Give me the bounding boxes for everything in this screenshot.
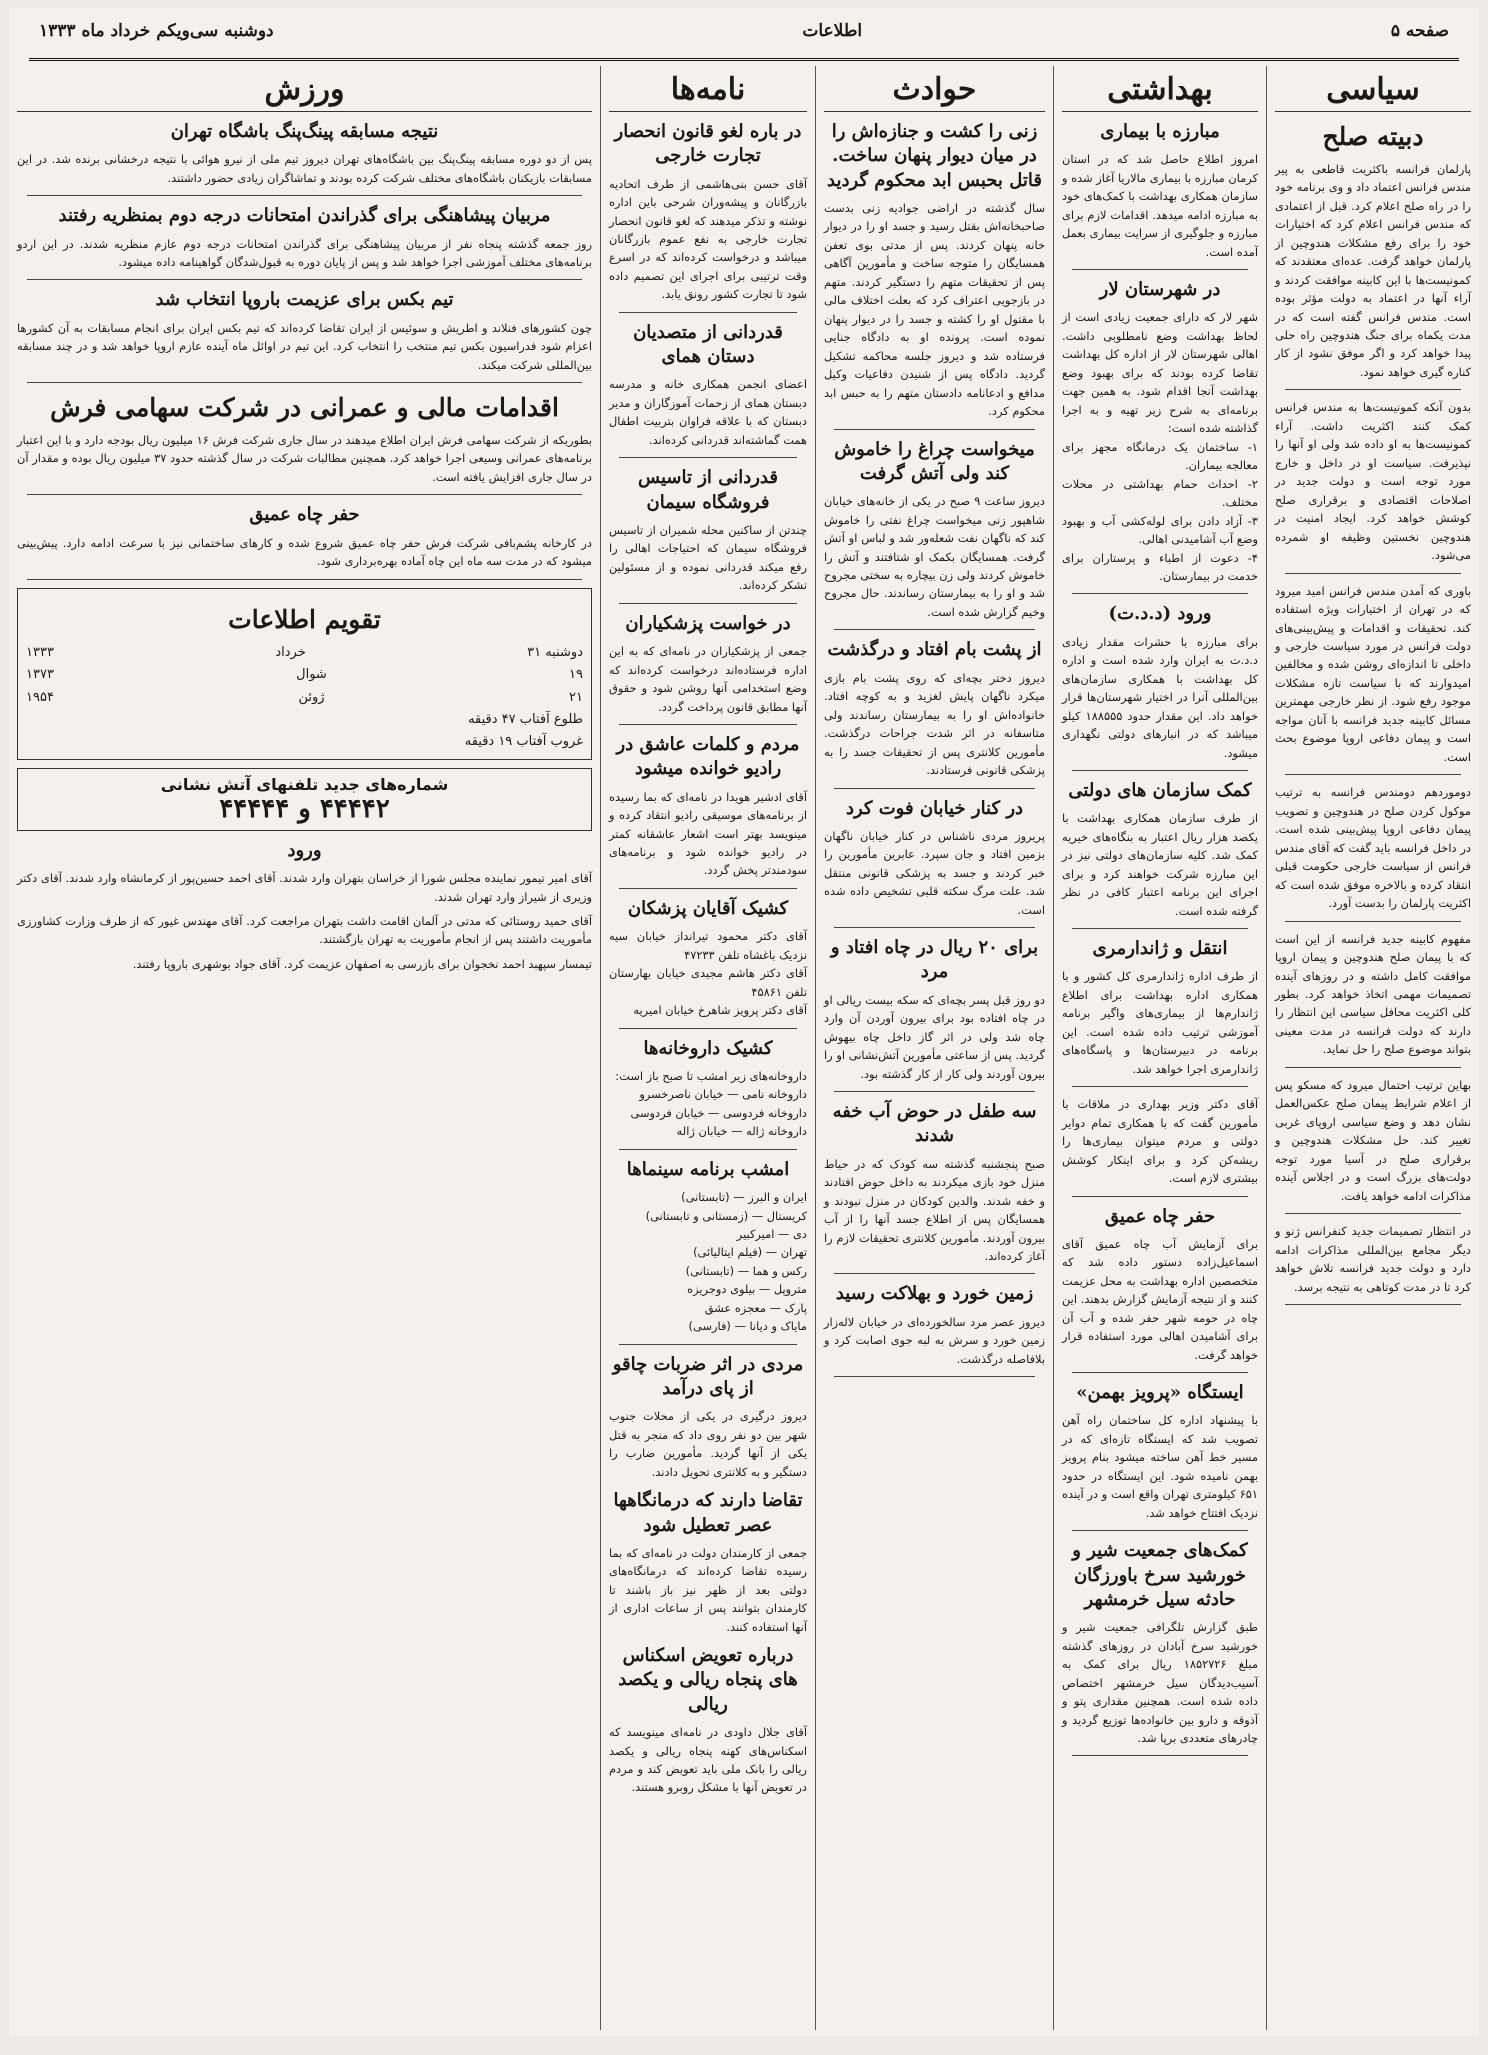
article-headline: مبارزه با بیماری (1100, 121, 1220, 142)
article-body: باوری که آمدن مندس فرانس امید میرود که در تهران از اختیارات ویژه استفاده کند. تحقیقات و اقدامات و پیش‌بینی‌های دولت فرانس در مورد سیاست خارجی و داخلی تا اندازه‌ای روشن شده و مخالفین امیدوارند که با سیاست تازه مشکلات موجود رفع شود. از نظر خارجی مهمترین مسائل کابینه جدید فرانسه با آنان مواجه است و پیمان دفاعی اروپا موضوع بحث است. (1275, 583, 1471, 764)
calendar-day: ۱۹ (569, 667, 583, 683)
article-separator (1072, 1372, 1248, 1373)
article-body: روز جمعه گذشته پنجاه نفر از مربیان پیشاهنگی برای گذراندن امتحانات درجه دوم عازم منظریه شدند. در این اردو برنامه‌های مختلف آموزشی اجرا خواهد شد و پس از پایان دوره به قبول‌شدگان گواهینامه داده میشود. (17, 236, 592, 269)
article-separator (1285, 573, 1461, 574)
newspaper-page (9, 8, 1479, 2036)
page-number: صفحه ۵ (1390, 21, 1449, 41)
article-separator (1072, 269, 1248, 270)
article-body: تیمسار سپهبد احمد نخجوان برای بازرسی به اصفهان عزیمت کرد. آقای جواد بوشهری باروپا رفتند. (132, 956, 592, 971)
article-body: دیروز درگیری در یکی از محلات جنوب شهر بین دو نفر روی داد که منجر به قتل یکی از آنها گردید. مأمورین ضارب را دستگیر و به کلانتری تحویل دادند. (609, 1409, 807, 1479)
article-body: بهاین ترتیب احتمال میرود که مسکو پس از اعلام شرایط پیمان صلح عکس‌العمل نشان دهد و وضع سیاسی اروپای غربی تغییر کند. حل مشکلات هندوچین و برقراری صلح در آسیا مورد توجه دولت‌های بزرگ است و در اجلاس آینده مذاکرات ادامه خواهد یافت. (1275, 1077, 1471, 1203)
article-separator (1072, 593, 1248, 594)
article-separator (834, 629, 1035, 630)
article-body: آقای حمید روستائی که مدتی در آلمان اقامت داشت بتهران مراجعت کرد. آقای مهندس غیور که از طرف وزارت کشاورزی مأموریت داشتند پس از انجام مأموریت به تهران بازگشتند. (17, 914, 592, 947)
article-body: امروز اطلاع حاصل شد که در استان کرمان مبارزه با بیماری مالاریا آغاز شده و سازمان همکاری بهداشت با کمک‌های خود به مبارزه ادامه میدهد. اقدامات لازم برای مبارزه و جلوگیری از سرایت بیماری بعمل آمده است. (1062, 152, 1258, 259)
article-body: دیروز عصر مرد سالخورده‌ای در خیابان لاله‌زار زمین خورد و سرش به لبه جوی اصابت کرد و بلافاصله درگذشت. (824, 1314, 1045, 1366)
date-line: دوشنبه سی‌ویکم خرداد ماه ۱۳۳۳ (39, 21, 274, 41)
article-separator (1285, 774, 1461, 775)
calendar-year: ۱۹۵۴ (26, 689, 54, 705)
article-headline: در خواست پزشکیاران (625, 612, 791, 634)
calendar-sunset: غروب آفتاب ۱۹ دقیقه (464, 733, 583, 749)
section-title: بهداشتی (1062, 72, 1258, 112)
article-body: ایران و البرز — (تابستانی) کریستال — (زمستانی و تابستانی) دی — امیرکبیر تهران — (فیلم ایتالیائی) رکس و هما — (تابستانی) متروپل — بیلوی دوجریزه پارک — معجزه عشق مایاک و دیانا — (فارسی) (645, 1190, 807, 1334)
article-body: دیروز دختر بچه‌ای که روی پشت بام بازی میکرد ناگهان پایش لغزید و به کوچه افتاد. خانواده‌اش او را به بیمارستان رساندند ولی متاسفانه در اثر شدت جراحات درگذشت. مأمورین کلانتری پس از تحقیقات جسد را به پزشکی قانونی فرستادند. (824, 670, 1045, 778)
article-body: چون کشورهای فنلاند و اطریش و سوئیس از ایران تقاضا کرده‌اند که تیم بکس ایران برای انجام مسابقات به آن کشورها اعزام شود فدراسیون بکس تیم منتخب را انتخاب کرد. این تیم در اوائل ماه آینده عازم اروپا خواهد شد و در چند مسابقه بین‌المللی شرکت میکند. (17, 320, 592, 372)
article-separator (1072, 770, 1248, 771)
column-letters (600, 66, 815, 2030)
article-headline: میخواست چراغ را خاموش کند ولی آتش گرفت (834, 438, 1035, 484)
masthead (9, 8, 1479, 54)
article-headline: مردی در اثر ضربات چاقو از پای درآمد (612, 1353, 804, 1400)
article-body: پس از دو دوره مسابقه پینگ‌پنگ بین باشگاه‌های تهران دیروز تیم ملی از نیرو هوائی با نتیجه درخشانی برنده شد. در این مسابقات بازیکنان باشگاه‌های مختلف شرکت کرده بودند و تماشاگران زیادی حضور داشتند. (17, 152, 592, 185)
article-body: صبح پنجشنبه گذشته سه کودک که در حیاط منزل خود بازی میکردند به داخل حوض افتادند و خفه شدند. والدین کودکان در منزل نبودند و همسایگان پس از اطلاع جسد آنها را از آب بیرون آوردند. مأمورین کلانتری تحقیقات لازم را آغاز کرده‌اند. (824, 1156, 1045, 1264)
section-title: حوادث (824, 72, 1045, 112)
article-separator (1285, 1304, 1461, 1305)
calendar-month: شوال (296, 667, 327, 683)
article-body: آقای جلال داودی در نامه‌ای مینویسد که اسکناس‌های کهنه پنجاه ریالی و یکصد ریالی را بانک ملی باید تعویض کند و مردم در تعویض آنها با مشکل روبرو هستند. (609, 1725, 807, 1795)
article-headline: درباره تعویض اسکناس های پنجاه ریالی و یکصد ریالی (618, 1645, 798, 1715)
article-headline: سه طفل در حوض آب خفه شدند (832, 1101, 1037, 1147)
article-body: آقای دکتر محمود تیرانداز خیابان سیه نزدیک باغشاه تلفن ۴۷۲۳۳ آقای دکتر هاشم مجیدی خیابان بهارستان تلفن ۴۵۸۶۱ آقای دکتر پرویز شاهرخ خیابان امیریه (609, 929, 807, 1018)
article-body: پریروز مردی ناشناس در کنار خیابان ناگهان بزمین افتاد و جان سپرد. عابرین مأمورین را خبر کردند و جسد به پزشکی قانونی منتقل شد. علت مرگ سکته قلبی تشخیص داده شده است. (824, 828, 1045, 917)
article-separator (834, 1273, 1035, 1274)
article-headline: در شهرستان لار (1099, 279, 1221, 301)
column-incidents (815, 66, 1053, 2030)
article-separator (619, 457, 797, 458)
article-body: دو روز قبل پسر بچه‌ای که سکه بیست ریالی او در چاه افتاده بود برای بیرون آوردن آن وارد چاه شد ولی در اثر گاز داخل چاه بیهوش گردید. پس از ساعتی مأمورین آتش‌نشانی او را بیرون آوردند ولی کار از کار گذشته بود. (824, 992, 1045, 1081)
article-separator (619, 603, 797, 604)
article-separator (1072, 1530, 1248, 1531)
article-separator (834, 1091, 1035, 1092)
article-headline: دبیته صلح (1322, 122, 1424, 151)
article-body: آقای ادشیر هویدا در نامه‌ای که بما رسیده از برنامه‌های موسیقی رادیو انتقاد کرده و مینویسد بهتر است اشعار عاشقانه کمتر در رادیو خوانده شود و برنامه‌های سودمندتر پخش گردد. (609, 789, 807, 878)
article-separator (1285, 1067, 1461, 1068)
article-separator (1285, 1213, 1461, 1214)
article-separator (1285, 921, 1461, 922)
article-separator (619, 888, 797, 889)
article-headline: نتیجه مسابقه پینگ‌پنگ باشگاه تهران (170, 121, 439, 142)
article-body: برای آزمایش آب چاه عمیق آقای اسماعیل‌زاده دستور داده شد که متخصصین اداره بهداشت به محل عزیمت کنند و از نتیجه آزمایش گزارش بدهند. این چاه در حومه شهر حفر شده و آب آن برای آشامیدن اهالی مورد استفاده قرار خواهد گرفت. (1062, 1236, 1258, 1362)
article-headline: ورود (د.د.ت) (1108, 603, 1212, 625)
article-separator (27, 382, 582, 383)
article-body: داروخانه‌های زیر امشب تا صبح باز است: داروخانه نامی — خیابان ناصرخسرو داروخانه فردوسی — خیابان فردوسی داروخانه ژاله — خیابان ژاله (615, 1068, 807, 1139)
section-title: ورزش (17, 72, 592, 112)
article-body: در کارخانه پشم‌بافی شرکت فرش حفر چاه عمیق شروع شده و کارهای ساختمانی نیز با سرعت ادامه دارد. پیش‌بینی میشود که در مدت سه ماه این چاه آماده بهره‌برداری شود. (17, 535, 592, 569)
article-headline: کشیک داروخانه‌ها (643, 1037, 773, 1059)
calendar-row (26, 687, 583, 709)
calendar-sunrise: طلوع آفتاب ۴۷ دقیقه (468, 711, 583, 727)
article-headline: قدردانی از تاسیس فروشگاه سیمان (638, 467, 778, 513)
article-body: جمعی از کارمندان دولت در نامه‌ای که بما رسیده تقاضا کرده‌اند که درمانگاه‌های دولتی بعد از ظهر نیز باز باشند تا کارمندان بتوانند پس از ساعات اداری از آنها استفاده کنند. (609, 1545, 807, 1634)
article-headline: مردم و کلمات عاشق در رادیو خوانده میشود (616, 733, 800, 780)
article-body: دیروز ساعت ۹ صبح در یکی از خانه‌های خیابان شاهپور زنی میخواست چراغ نفتی را خاموش کند که ناگهان نفت شعله‌ور شد و لباس او آتش گرفت. همسایگان بکمک او شتافتند و آتش را خاموش کردند ولی زن بیچاره به سختی مجروح شد و او را به بیمارستان رساندند. حال مجروح وخیم گزارش شده است. (824, 494, 1045, 619)
calendar-title: تقویم اطلاعات (228, 604, 381, 634)
calendar-month: خرداد (275, 645, 306, 661)
fire-phones-label: شماره‌های جدید تلفنهای آتش نشانی (160, 774, 449, 794)
article-separator (1072, 1196, 1248, 1197)
article-headline: قدردانی از متصدیان دستان همای (633, 321, 783, 368)
article-separator (1285, 389, 1461, 390)
fire-phones-numbers: ۴۴۴۴۲ و ۴۴۴۴۴ (219, 793, 390, 824)
article-body: دوموردهم دومندس فرانسه به ترتیب موکول کردن صلح در هندوچین و تصویب پیمان دفاعی اروپا پیش‌بینی شده است. در داخل فرانسه باید گفت که آقای مندس فرانس از سیاست خارجی حکومت قبلی انتقاد کرده و بالاخره موفق شده است که اکثریت پارلمان را بدست آورد. (1275, 785, 1471, 911)
article-body: از طرف اداره ژاندارمری کل کشور و با همکاری اداره بهداشت برای اطلاع ژاندارم‌ها از بیماری‌های واگیر برنامه آموزشی ترتیب داده شده است. این برنامه در دبیرستان‌ها و پاسگاه‌های ژاندارمری اجرا خواهد شد. (1062, 969, 1258, 1076)
article-body: برای مبارزه با حشرات مقدار زیادی د.د.ت به ایران وارد شده است و اداره کل بهداشت با همکاری سازمان‌های بین‌المللی آنرا در اختیار شهرستان‌ها قرار خواهد داد. این مقدار حدود ۱۸۸۵۵۵ کیلو میباشد که در انبارهای دولتی نگهداری میشود. (1062, 634, 1258, 760)
article-headline: تیم بکس برای عزیمت باروپا انتخاب شد (155, 289, 454, 311)
fire-phones-box (17, 768, 592, 831)
calendar-row (26, 664, 583, 686)
article-separator (619, 1344, 797, 1345)
article-body: بدون آنکه کمونیست‌ها به مندس فرانس کمک کنند اکثریت داشت. آراء کمونیست‌ها به او داده شد ولی او آنها را نپذیرفت. سیاست او در داخل و خارج مورد توجه است و دولت جدید در اصلاحات اقتصادی و برقراری صلح کوشش خواهد کرد. ایجاد امنیت در هندوچین نخستین وظیفه او شمرده می‌شود. (1275, 400, 1471, 563)
column-sports (9, 66, 600, 2030)
article-separator (619, 1028, 797, 1029)
article-body: مفهوم کابینه جدید فرانسه از این است که با پیمان صلح هندوچین و پیمان اروپا موافقت کامل داشته و در روزهای آینده تصمیمات مهمی اتخاذ خواهد کرد. بطور کلی اکثریت محافل سیاسی این انتظار را دارند که دولت فرانسه در مدت معینی بتواند موضوع صلح را حل نماید. (1275, 931, 1471, 1057)
calendar-day: دوشنبه ۳۱ (527, 645, 583, 661)
article-headline: زمین خورد و بهلاکت رسید (835, 1283, 1034, 1305)
article-headline: ورود (287, 839, 322, 861)
article-body: بطوریکه از شرکت سهامی فرش ایران اطلاع میدهند در سال جاری شرکت فرش ۱۶ میلیون ریال بودجه دارد و با این اعتبار برنامه‌های عمرانی وسیعی اجرا خواهد کرد. همچنین مطالبات شرکت در سال گذشته حدود ۳۷ میلیون ریال بوده و مقدار آن در سال جاری افزایش یافته است. (17, 432, 592, 484)
article-headline: زنی را کشت و جنازه‌اش را در میان دیوار پنهان ساخت. قاتل بحبس ابد محکوم گردید (827, 121, 1042, 191)
article-separator (27, 579, 582, 580)
article-separator (834, 1376, 1035, 1377)
article-headline: انتقل و ژاندارمری (1092, 938, 1228, 960)
article-body: در انتظار تصمیمات جدید کنفرانس ژنو و دیگر مجامع بین‌المللی مذاکرات ادامه دارد و دولت جدید فرانسه تلاش خواهد کرد تا در مدت کوتاهی به نتیجه برسد. (1275, 1224, 1471, 1294)
masthead-rule (29, 58, 1459, 61)
article-headline: در باره لغو قانون انحصار تجارت خارجی (614, 121, 802, 167)
article-separator (619, 312, 797, 313)
calendar-box (17, 588, 592, 760)
article-body: اعضای انجمن همکاری خانه و مدرسه دبستان همای از زحمات آموزگاران و مدیر دبستان که با علاقه فراوان بتربیت اطفال همت گماشته‌اند قدردانی کرده‌اند. (609, 377, 807, 447)
section-title: نامه‌ها (609, 72, 807, 112)
article-body: پارلمان فرانسه باکثریت قاطعی به پیر مندس فرانس اعتماد داد و وی برنامه خود را در راه صلح اعلام کرد. قبل از اعتمادی که مندس فرانس اعلام کرد که اختیارات خود را برای رفع مشکلات هندوچین از پارلمان خواهد گرفت. عده‌ای معتقدند که کمونیست‌ها با این کابینه موافقت کردند و آراء آنها در اعتماد به دولت مؤثر بوده است. مندس فرانس گفته است که در مدت یکماه برای جنگ هندوچین راه حلی پیدا خواهد کرد و اگر موفق نشود از کار کناره گیری خواهد نمود. (1275, 161, 1471, 379)
article-separator (1072, 1086, 1248, 1087)
article-headline: کمک‌های جمعیت شیر و خورشید سرخ باورزگان حادثه سیل خرمشهر (1072, 1540, 1248, 1610)
article-headline: کمک سازمان های دولتی (1068, 780, 1252, 802)
article-body: از طرف سازمان همکاری بهداشت با یکصد هزار ریال اعتبار به بنگاه‌های خیریه کمک شد. کلیه سازمان‌های دولتی نیز در این مبارزه شرکت خواهند کرد و برای اجرای این برنامه اعتبار کافی در نظر گرفته شده است. (1062, 811, 1258, 918)
article-body: سال گذشته در اراضی جوادیه زنی بدست صاحبخانه‌اش بقتل رسید و جسد او را در دیوار خانه پنهان کردند. پس از مدتی بوی تعفن همسایگان را متوجه ساخت و مأمورین آگاهی پس از تحقیقات متهم را دستگیر کردند. متهم در بازجویی اعتراف کرد که بعلت اختلاف مالی با مقتول او را کشته و جسد را در دیوار پنهان نموده است. پرونده او به دادگاه جنایی فرستاده شد و دیروز جلسه محاکمه تشکیل گردید. دادگاه پس از شنیدن دفاعیات وکیل مدافع و ادعانامه دادستان متهم را به حبس ابد محکوم کرد. (824, 200, 1045, 419)
article-separator (834, 788, 1035, 789)
article-separator (27, 494, 582, 495)
article-headline: تقاضا دارند که درمانگاهها عصر تعطیل شود (613, 1490, 803, 1536)
article-body: آقای دکتر وزیر بهداری در ملاقات با مأمورین گفت که با همکاری تمام دوایر دولتی و مردم میتوان بیماری‌ها را ریشه‌کن کرد و برای اینکار کوشش بیشتری لازم است. (1062, 1097, 1258, 1186)
article-headline: حفر چاه عمیق (1104, 1205, 1216, 1227)
article-separator (619, 1149, 797, 1150)
article-headline: کشیک آقایان پزشکان (627, 897, 789, 919)
calendar-row (26, 642, 583, 664)
article-body: آقای حسن بنی‌هاشمی از طرف اتحادیه بازرگانان و پیشه‌وران شرحی باین اداره نوشته و تذکر میدهند که لغو قانون انحصار تجارت خارجی به نفع عموم بازرگانان میباشد و درخواست کرده‌اند که در اسرع وقت ترتیبی برای اجرای این تصمیم داده شود تا تجارت کشور رونق یابد. (609, 176, 807, 302)
article-body: آقای امیر تیمور نماینده مجلس شورا از خراسان بتهران وارد شدند. آقای احمد حسین‌پور از کرمانشاه وارد شدند. آقای دکتر وزیری از شیراز وارد تهران شدند. (17, 871, 592, 904)
article-headline: مربیان پیشاهنگی برای گذراندن امتحانات درجه دوم بمنظریه رفتند (58, 205, 551, 227)
section-title: سیاسی (1275, 72, 1471, 112)
article-headline: اقدامات مالی و عمرانی در شرکت سهامی فرش (50, 393, 559, 423)
article-separator (1072, 1755, 1248, 1756)
calendar-day: ۲۱ (569, 689, 583, 705)
article-headline: حفر چاه عمیق (249, 504, 360, 526)
calendar-year: ۱۳۷۳ (26, 667, 54, 683)
calendar-month: ژوئن (298, 689, 325, 705)
article-headline: برای ۲۰ ریال در چاه افتاد و مرد (830, 937, 1039, 983)
article-separator (834, 429, 1035, 430)
article-body: شهر لار که دارای جمعیت زیادی است از لحاظ بهداشت وضع نامطلوبی داشت. اهالی شهرستان لار از اداره کل بهداشت تقاضا کرده بودند که برای بهبود وضع بهداشت آنجا اقدام شود. به همین جهت برنامه‌ای به شرح زیر تهیه و به اجرا گذاشته شده است: ۱- ساختمان یک درمانگاه مجهز برای معالجه بیماران. ۲- احداث حمام بهداشتی در محلات مختلف. ۳- آزاد دادن برای لوله‌کشی آب و بهبود وضع آب آشامیدنی اهالی. ۴- دعوت از اطباء و پرستاران برای خدمت در بیمارستان. (1062, 310, 1258, 583)
article-headline: در کنار خیابان فوت کرد (845, 797, 1024, 819)
article-separator (834, 927, 1035, 928)
article-body: چندتن از ساکنین محله شمیران از تاسیس فروشگاه سیمان که احتیاجات اهالی را رفع میکند قدردانی نموده و از مسئولین تشکر کرده‌اند. (609, 522, 807, 593)
column-health (1053, 66, 1266, 2030)
article-separator (1072, 928, 1248, 929)
article-headline: از پشت بام افتاد و درگذشت (827, 639, 1042, 661)
article-body: طبق گزارش تلگرافی جمعیت شیر و خورشید سرخ آبادان در روزهای گذشته مبلغ ۱۸۵۲۷۲۶ ریال برای کمک به آسیب‌دیدگان سیل خرمشهر اختصاص داده شده است. همچنین مقداری پتو و آذوقه و دارو بین خانواده‌ها توزیع گردید و چادرهای متعددی برپا شد. (1062, 1620, 1258, 1745)
column-politics (1266, 66, 1479, 2030)
article-body: جمعی از پزشکیاران در نامه‌ای که به این اداره فرستاده‌اند درخواست کرده‌اند که وضع استخدامی آنها روشن شود و حقوق آنها مطابق قانون پرداخت گردد. (609, 644, 807, 714)
article-separator (27, 195, 582, 196)
article-headline: امشب برنامه سینماها (626, 1158, 790, 1180)
article-separator (619, 724, 797, 725)
paper-name: اطلاعات (802, 21, 863, 41)
article-headline: ایستگاه «پرویز بهمن» (1076, 1382, 1244, 1404)
article-body: با پیشنهاد اداره کل ساختمان راه آهن تصویب شد که ایستگاه تازه‌ای که در مسیر خط آهن ساخته میشود بنام پرویز بهمن نامیده شود. این ایستگاه در حدود ۶۵۱ کیلومتری تهران واقع است و در آینده نزدیک افتتاح خواهد شد. (1062, 1413, 1258, 1520)
calendar-year: ۱۳۳۳ (26, 645, 54, 661)
article-separator (27, 279, 582, 280)
